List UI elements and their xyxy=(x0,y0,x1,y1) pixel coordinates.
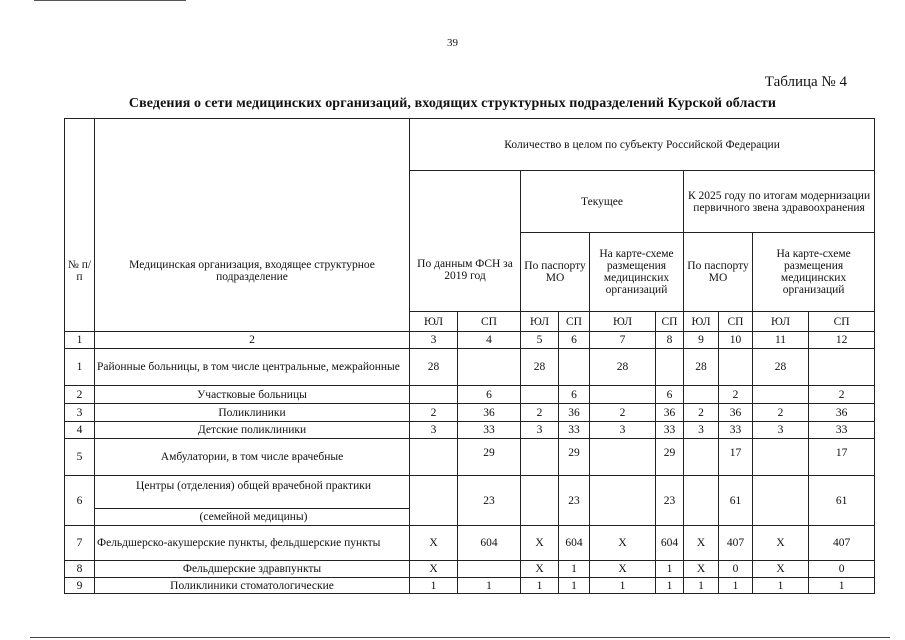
cell-passport-current-sp: 36 xyxy=(559,404,590,422)
cell-map-2025-yul xyxy=(753,439,809,476)
table-row xyxy=(65,386,875,404)
cell-map-2025-yul: 3 xyxy=(753,422,809,439)
cell-passport-2025-sp: 36 xyxy=(719,404,753,422)
cell-map-current-yul: 3 xyxy=(590,422,656,439)
row-name: Поликлиники xyxy=(95,404,410,422)
cell-fsn-sp: 33 xyxy=(458,422,521,439)
cell-map-2025-sp: 61 xyxy=(809,476,875,526)
cell-passport-current-sp: 29 xyxy=(559,439,590,476)
medical-network-table xyxy=(64,118,875,594)
cell-fsn-yul xyxy=(410,476,458,526)
cell-map-2025-yul: 2 xyxy=(753,404,809,422)
header-sp: СП xyxy=(458,312,521,332)
cell-fsn-yul xyxy=(410,439,458,476)
row-name: Районные больницы, в том числе центральные, межрайонные xyxy=(95,349,410,386)
cell-passport-current-sp: 604 xyxy=(559,526,590,561)
header-yul: ЮЛ xyxy=(521,312,559,332)
header-passport-current: По паспорту МО xyxy=(521,233,590,312)
header-total-by-subject: Количество в целом по субъекту Российской Федерации xyxy=(410,119,875,171)
cell-map-2025-sp: 36 xyxy=(809,404,875,422)
header-yul: ЮЛ xyxy=(590,312,656,332)
header-passport-2025: По паспорту МО xyxy=(684,233,753,312)
cell-map-2025-yul: Х xyxy=(753,526,809,561)
row-number: 5 xyxy=(65,439,95,476)
cell-passport-current-sp xyxy=(559,349,590,386)
header-sp: СП xyxy=(809,312,875,332)
cell-map-current-yul: 1 xyxy=(590,578,656,594)
table-label: Таблица № 4 xyxy=(764,74,847,90)
cell-map-current-sp: 33 xyxy=(656,422,684,439)
cell-passport-current-yul: 3 xyxy=(521,422,559,439)
cell-map-2025-sp: 17 xyxy=(809,439,875,476)
header-number: № п/п xyxy=(65,119,95,332)
cell-fsn-yul: Х xyxy=(410,561,458,578)
cell-passport-current-sp: 6 xyxy=(559,386,590,404)
header-yul: ЮЛ xyxy=(684,312,719,332)
cell-map-current-yul: 2 xyxy=(590,404,656,422)
cell-fsn-yul: Х xyxy=(410,526,458,561)
cell-fsn-sp xyxy=(458,561,521,578)
row-name: Фельдшерские здравпункты xyxy=(95,561,410,578)
cell-map-current-sp xyxy=(656,349,684,386)
cell-map-2025-yul: 1 xyxy=(753,578,809,594)
header-by-2025: К 2025 году по итогам модернизации первичного звена здравоохранения xyxy=(684,171,875,233)
header-map-2025: На карте-схеме размещения медицинских организаций xyxy=(753,233,875,312)
cell-map-current-yul: Х xyxy=(590,526,656,561)
cell-passport-current-yul xyxy=(521,439,559,476)
row-name: Участковые больницы xyxy=(95,386,410,404)
header-fsn-2019: По данным ФСН за 2019 год xyxy=(410,171,521,312)
cell-passport-current-sp: 1 xyxy=(559,578,590,594)
header-map-current: На карте-схеме размещения медицинских организаций xyxy=(590,233,684,312)
cell-map-current-yul xyxy=(590,386,656,404)
cell-map-2025-sp: 0 xyxy=(809,561,875,578)
cell-map-2025-yul xyxy=(753,476,809,526)
header-sp: СП xyxy=(719,312,753,332)
row-number: 2 xyxy=(65,386,95,404)
cell-fsn-sp xyxy=(458,349,521,386)
cell-passport-2025-sp: 1 xyxy=(719,578,753,594)
column-number: 10 xyxy=(719,332,753,349)
cell-passport-2025-sp: 407 xyxy=(719,526,753,561)
cell-map-current-sp: 604 xyxy=(656,526,684,561)
table-row xyxy=(65,349,875,386)
cell-fsn-yul: 1 xyxy=(410,578,458,594)
cell-map-current-sp: 6 xyxy=(656,386,684,404)
cell-passport-2025-sp: 33 xyxy=(719,422,753,439)
cell-passport-2025-sp: 61 xyxy=(719,476,753,526)
scan-edge-mark xyxy=(30,637,890,638)
header-sp: СП xyxy=(656,312,684,332)
cell-fsn-yul: 3 xyxy=(410,422,458,439)
table-row xyxy=(65,476,875,526)
row-number: 3 xyxy=(65,404,95,422)
cell-passport-2025-yul: 1 xyxy=(684,578,719,594)
column-number: 4 xyxy=(458,332,521,349)
cell-passport-current-yul: 2 xyxy=(521,404,559,422)
scan-edge-mark xyxy=(34,0,186,1)
cell-passport-2025-yul: 2 xyxy=(684,404,719,422)
cell-passport-current-sp: 23 xyxy=(559,476,590,526)
cell-passport-current-yul xyxy=(521,476,559,526)
row-number: 1 xyxy=(65,349,95,386)
header-yul: ЮЛ xyxy=(753,312,809,332)
cell-fsn-yul: 2 xyxy=(410,404,458,422)
row-name: Центры (отделения) общей врачебной практики xyxy=(136,480,371,492)
page-number: 39 xyxy=(447,37,458,49)
row-name-cell xyxy=(95,476,410,526)
cell-passport-2025-yul: 28 xyxy=(684,349,719,386)
cell-fsn-sp: 1 xyxy=(458,578,521,594)
cell-map-2025-sp: 407 xyxy=(809,526,875,561)
cell-fsn-sp: 6 xyxy=(458,386,521,404)
table-row xyxy=(65,422,875,439)
cell-fsn-sp: 36 xyxy=(458,404,521,422)
table-row xyxy=(65,578,875,594)
cell-map-2025-yul xyxy=(753,386,809,404)
row-name: Детские поликлиники xyxy=(95,422,410,439)
row-number: 8 xyxy=(65,561,95,578)
cell-passport-2025-yul: Х xyxy=(684,561,719,578)
cell-map-current-sp: 36 xyxy=(656,404,684,422)
row-name-extra: (семейной медицины) xyxy=(95,508,409,525)
column-number: 12 xyxy=(809,332,875,349)
row-name: Поликлиники стоматологические xyxy=(95,578,410,594)
table-row xyxy=(65,404,875,422)
cell-passport-2025-yul: Х xyxy=(684,526,719,561)
cell-map-2025-sp: 1 xyxy=(809,578,875,594)
column-number: 9 xyxy=(684,332,719,349)
header-yul: ЮЛ xyxy=(410,312,458,332)
table-row xyxy=(65,561,875,578)
header-organization: Медицинская организация, входящее структурное подразделение xyxy=(95,119,410,332)
cell-map-2025-sp: 33 xyxy=(809,422,875,439)
cell-passport-current-yul: 1 xyxy=(521,578,559,594)
cell-passport-2025-sp: 17 xyxy=(719,439,753,476)
cell-fsn-sp: 604 xyxy=(458,526,521,561)
row-name: Фельдшерско-акушерские пункты, фельдшерские пункты xyxy=(95,526,410,561)
row-name: Амбулатории, в том числе врачебные xyxy=(95,439,410,476)
row-number: 4 xyxy=(65,422,95,439)
table-row xyxy=(65,439,875,476)
cell-map-2025-sp: 2 xyxy=(809,386,875,404)
document-title: Сведения о сети медицинских организаций, входящих структурных подразделений Курской области xyxy=(128,96,777,111)
cell-map-2025-yul: Х xyxy=(753,561,809,578)
cell-passport-2025-sp xyxy=(719,349,753,386)
column-number-row xyxy=(65,332,875,349)
column-number: 6 xyxy=(559,332,590,349)
row-number: 6 xyxy=(65,476,95,526)
cell-map-current-sp: 1 xyxy=(656,561,684,578)
cell-map-2025-yul: 28 xyxy=(753,349,809,386)
cell-passport-2025-yul xyxy=(684,476,719,526)
cell-passport-current-yul: Х xyxy=(521,526,559,561)
cell-passport-current-yul: Х xyxy=(521,561,559,578)
cell-passport-2025-yul xyxy=(684,386,719,404)
cell-passport-2025-yul: 3 xyxy=(684,422,719,439)
cell-map-current-yul: Х xyxy=(590,561,656,578)
column-number: 5 xyxy=(521,332,559,349)
row-number: 7 xyxy=(65,526,95,561)
table-row xyxy=(65,526,875,561)
header-row-1 xyxy=(65,119,875,171)
column-number: 1 xyxy=(65,332,95,349)
column-number: 2 xyxy=(95,332,410,349)
cell-map-current-yul: 28 xyxy=(590,349,656,386)
cell-map-current-sp: 23 xyxy=(656,476,684,526)
column-number: 3 xyxy=(410,332,458,349)
cell-map-current-sp: 29 xyxy=(656,439,684,476)
column-number: 8 xyxy=(656,332,684,349)
column-number: 7 xyxy=(590,332,656,349)
header-sp: СП xyxy=(559,312,590,332)
cell-fsn-sp: 23 xyxy=(458,476,521,526)
column-number: 11 xyxy=(753,332,809,349)
cell-passport-current-yul: 28 xyxy=(521,349,559,386)
cell-passport-current-yul xyxy=(521,386,559,404)
header-current: Текущее xyxy=(521,171,684,233)
cell-map-2025-sp xyxy=(809,349,875,386)
cell-passport-2025-sp: 0 xyxy=(719,561,753,578)
cell-passport-current-sp: 33 xyxy=(559,422,590,439)
row-number: 9 xyxy=(65,578,95,594)
cell-map-current-sp: 1 xyxy=(656,578,684,594)
cell-passport-current-sp: 1 xyxy=(559,561,590,578)
cell-fsn-yul xyxy=(410,386,458,404)
cell-fsn-sp: 29 xyxy=(458,439,521,476)
cell-passport-2025-yul xyxy=(684,439,719,476)
cell-map-current-yul xyxy=(590,439,656,476)
cell-map-current-yul xyxy=(590,476,656,526)
cell-passport-2025-sp: 2 xyxy=(719,386,753,404)
cell-fsn-yul: 28 xyxy=(410,349,458,386)
